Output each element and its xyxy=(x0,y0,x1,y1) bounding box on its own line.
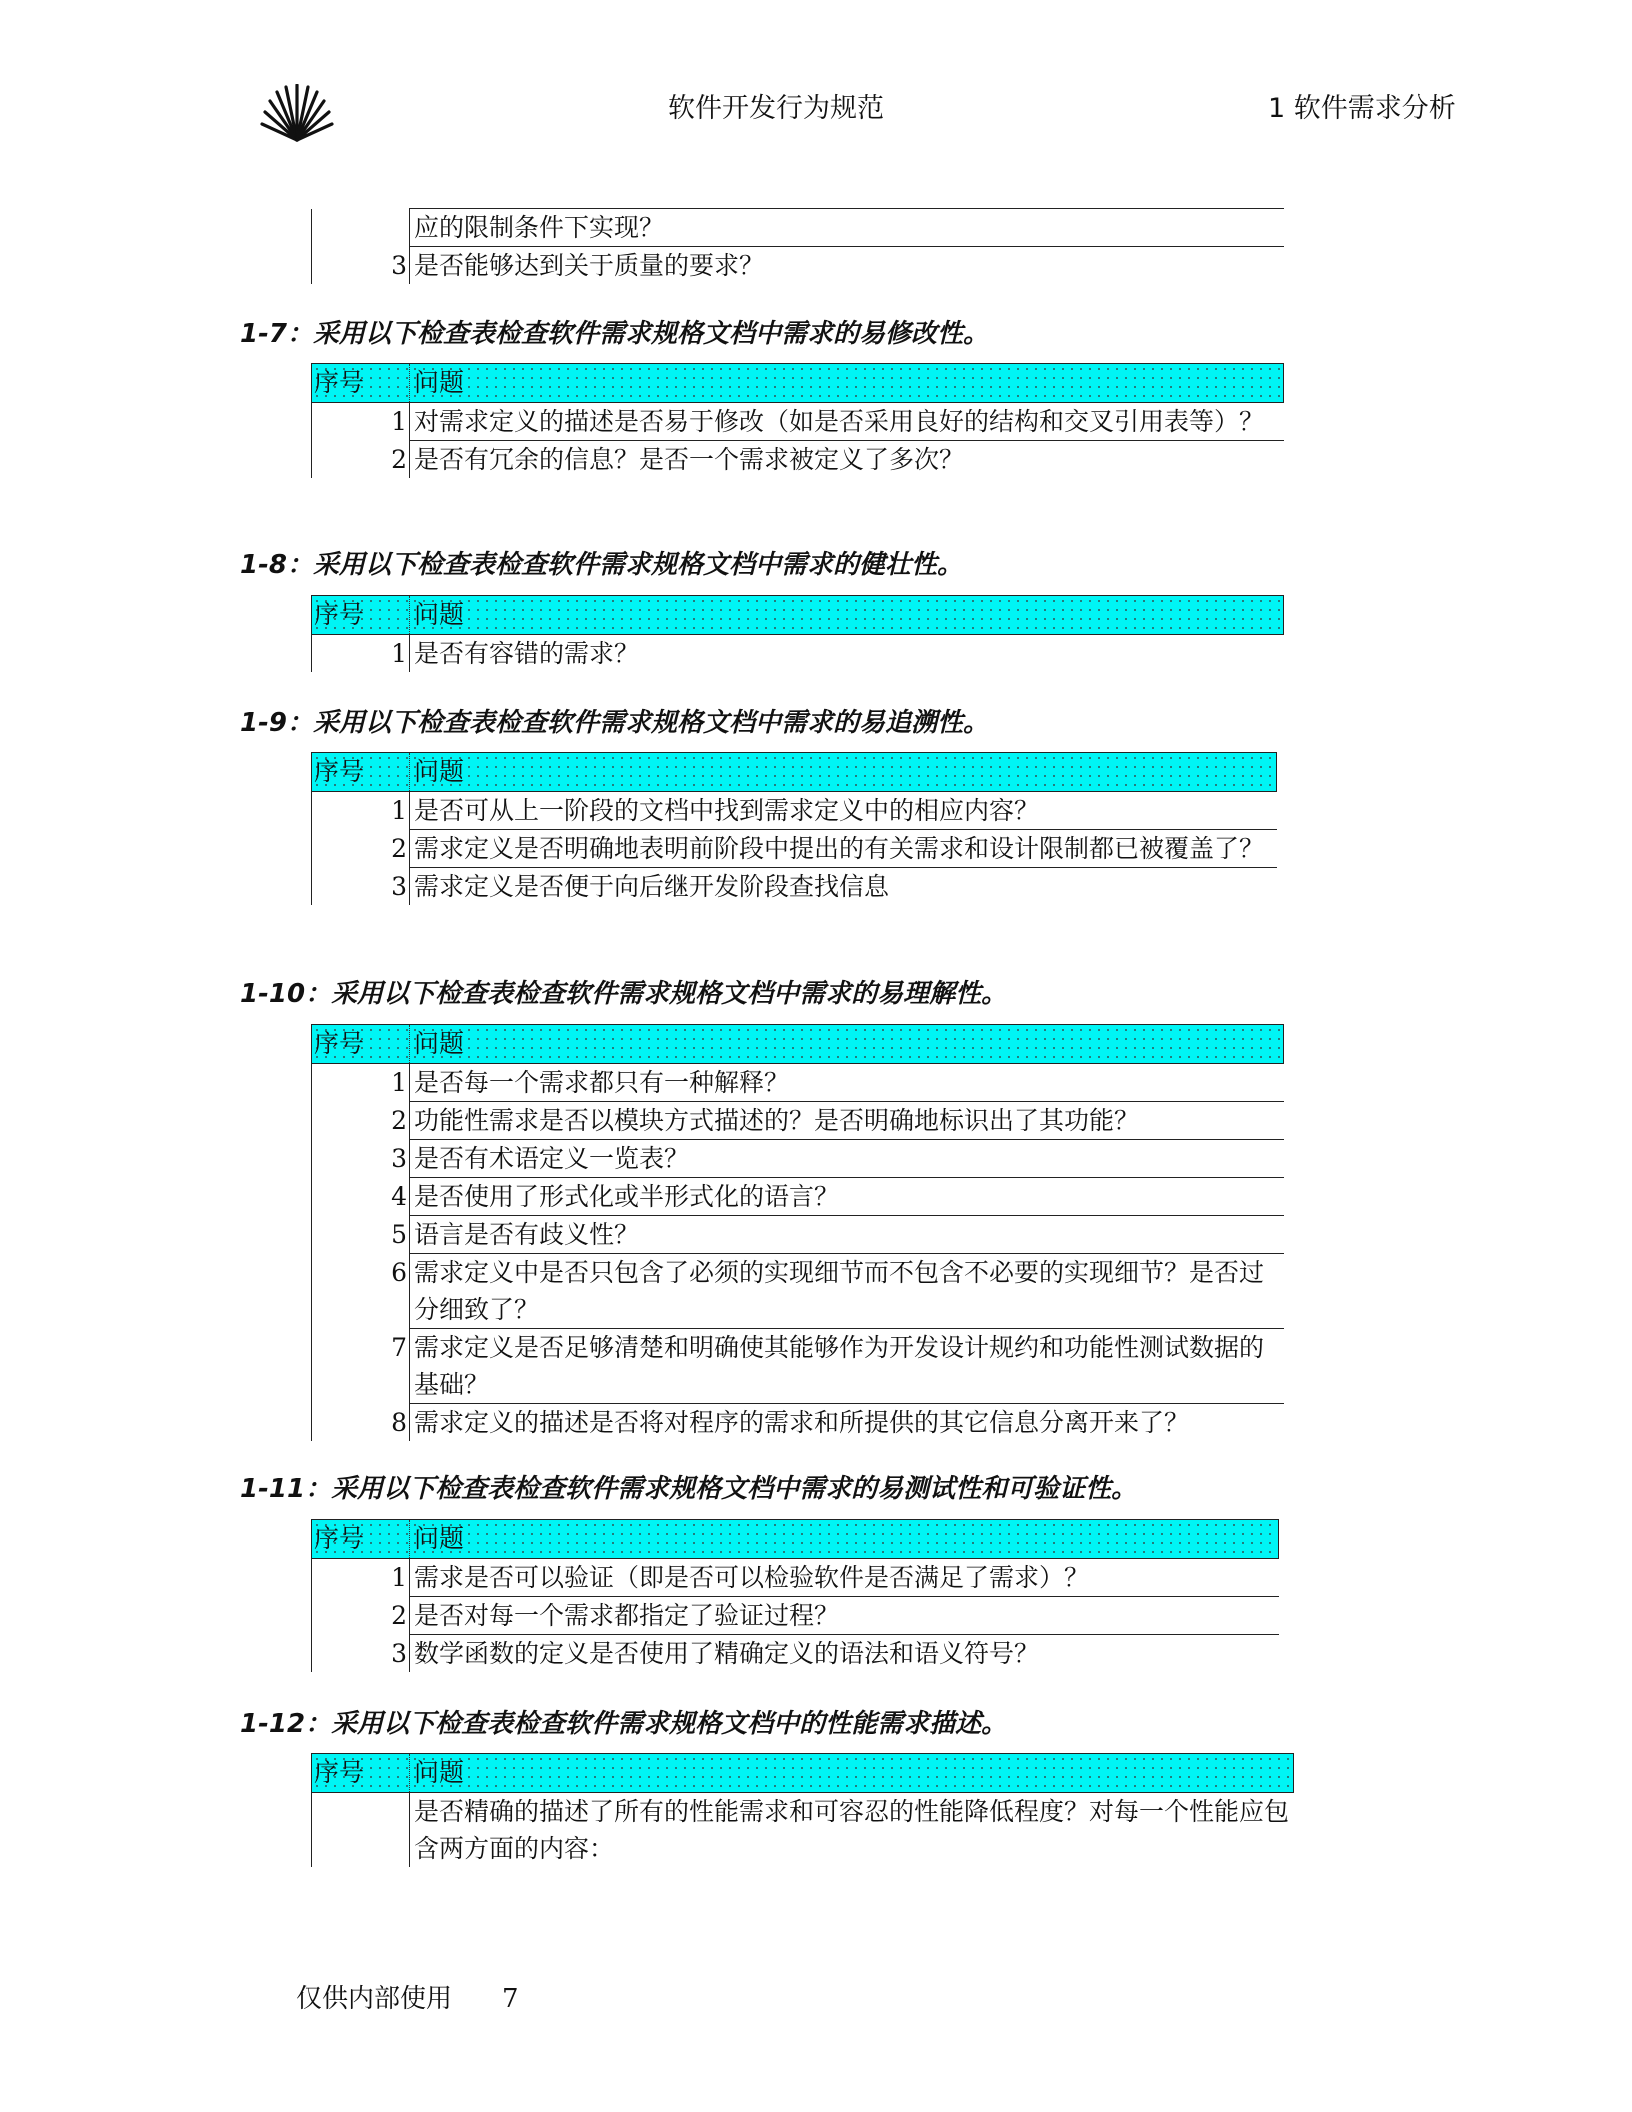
row-number: 3 xyxy=(312,1635,410,1673)
document-title: 软件开发行为规范 xyxy=(668,93,884,124)
table-header xyxy=(312,1520,1279,1559)
table-row xyxy=(312,1102,1284,1140)
row-number: 3 xyxy=(312,247,410,285)
table-header xyxy=(312,364,1284,403)
col-header-number: 序号 xyxy=(312,1754,410,1793)
table-row xyxy=(312,1140,1284,1178)
row-question: 功能性需求是否以模块方式描述的？是否明确地标识出了其功能？ xyxy=(410,1102,1284,1140)
row-question: 需求定义是否便于向后继开发阶段查找信息 xyxy=(414,872,890,901)
col-header-number: 序号 xyxy=(312,596,410,635)
table-header xyxy=(312,596,1284,635)
col-header-question: 问题 xyxy=(410,364,1284,403)
row-number: 1 xyxy=(312,792,410,830)
row-question: 是否对每一个需求都指定了验证过程？ xyxy=(410,1597,1279,1635)
table-row xyxy=(312,441,1284,479)
table-row xyxy=(312,792,1277,830)
row-number: 5 xyxy=(312,1216,410,1254)
row-number xyxy=(312,1793,410,1868)
row-question: 是否有冗余的信息？是否一个需求被定义了多次？ xyxy=(414,445,965,474)
row-question: 需求定义是否明确地表明前阶段中提出的有关需求和设计限制都已被覆盖了？ xyxy=(410,830,1277,868)
table-row xyxy=(312,403,1284,441)
row-question: 需求定义中是否只包含了必须的实现细节而不包含不必要的实现细节？是否过分细致了？ xyxy=(410,1254,1284,1329)
row-question: 是否使用了形式化或半形式化的语言？ xyxy=(410,1178,1284,1216)
row-question: 是否精确的描述了所有的性能需求和可容忍的性能降低程度？对每一个性能应包含两方面的内容： xyxy=(414,1797,1290,1863)
col-header-number: 序号 xyxy=(312,1025,410,1064)
row-question: 应的限制条件下实现？ xyxy=(410,209,1285,247)
row-question: 语言是否有歧义性？ xyxy=(410,1216,1284,1254)
col-header-question: 问题 xyxy=(410,596,1284,635)
row-question: 是否每一个需求都只有一种解释？ xyxy=(410,1064,1284,1102)
table-row xyxy=(312,635,1284,673)
row-number: 2 xyxy=(312,830,410,868)
table-header xyxy=(312,1754,1294,1793)
col-header-number: 序号 xyxy=(312,1520,410,1559)
checklist-table-1-10 xyxy=(311,1024,1284,1441)
table-row xyxy=(312,209,1285,247)
section-heading-1-12: 1-12：采用以下检查表检查软件需求规格文档中的性能需求描述。 xyxy=(240,1709,1008,1739)
table-row xyxy=(312,1793,1294,1868)
row-number: 1 xyxy=(312,1559,410,1597)
row-number: 1 xyxy=(312,1064,410,1102)
section-heading-1-10: 1-10：采用以下检查表检查软件需求规格文档中需求的易理解性。 xyxy=(240,979,1008,1009)
table-row xyxy=(312,1404,1284,1442)
table-row xyxy=(312,868,1277,906)
row-number: 6 xyxy=(312,1254,410,1329)
continued-table xyxy=(311,208,1284,284)
table-row xyxy=(312,1635,1279,1673)
row-question: 是否有容错的需求？ xyxy=(414,639,640,668)
footer-label: 仅供内部使用 xyxy=(296,1984,453,2014)
section-heading-1-11: 1-11：采用以下检查表检查软件需求规格文档中需求的易测试性和可验证性。 xyxy=(240,1474,1138,1504)
row-number: 2 xyxy=(312,1102,410,1140)
checklist-table-1-12 xyxy=(311,1753,1294,1867)
row-question: 对需求定义的描述是否易于修改（如是否采用良好的结构和交叉引用表等）？ xyxy=(410,403,1284,441)
row-number: 1 xyxy=(312,403,410,441)
checklist-table-1-8 xyxy=(311,595,1284,672)
table-row xyxy=(312,247,1285,285)
col-header-number: 序号 xyxy=(312,364,410,403)
row-number: 2 xyxy=(312,441,410,479)
row-number: 2 xyxy=(312,1597,410,1635)
row-number: 3 xyxy=(312,1140,410,1178)
table-row xyxy=(312,1216,1284,1254)
table-row xyxy=(312,1254,1284,1329)
table-row xyxy=(312,1064,1284,1102)
row-question: 需求定义的描述是否将对程序的需求和所提供的其它信息分离开来了？ xyxy=(414,1408,1190,1437)
page-number: 7 xyxy=(502,1984,519,2014)
col-header-question: 问题 xyxy=(410,1025,1284,1064)
checklist-table-1-7 xyxy=(311,363,1284,478)
table-row xyxy=(312,1559,1279,1597)
section-heading-1-8: 1-8：采用以下检查表检查软件需求规格文档中需求的健壮性。 xyxy=(240,550,963,580)
col-header-question: 问题 xyxy=(410,1520,1279,1559)
table-row xyxy=(312,830,1277,868)
row-number xyxy=(312,209,410,247)
table-row xyxy=(312,1597,1279,1635)
row-number: 1 xyxy=(312,635,410,673)
col-header-question: 问题 xyxy=(410,753,1277,792)
col-header-question: 问题 xyxy=(410,1754,1294,1793)
row-question: 需求是否可以验证（即是否可以检验软件是否满足了需求）？ xyxy=(410,1559,1279,1597)
row-question: 需求定义是否足够清楚和明确使其能够作为开发设计规约和功能性测试数据的基础？ xyxy=(410,1329,1284,1404)
section-heading-1-9: 1-9：采用以下检查表检查软件需求规格文档中需求的易追溯性。 xyxy=(240,708,989,738)
row-question: 是否可从上一阶段的文档中找到需求定义中的相应内容？ xyxy=(410,792,1277,830)
row-question: 是否有术语定义一览表？ xyxy=(410,1140,1284,1178)
table-header xyxy=(312,1025,1284,1064)
row-question: 是否能够达到关于质量的要求？ xyxy=(414,251,765,280)
row-number: 3 xyxy=(312,868,410,906)
col-header-number: 序号 xyxy=(312,753,410,792)
table-row xyxy=(312,1329,1284,1404)
table-header xyxy=(312,753,1277,792)
checklist-table-1-9 xyxy=(311,752,1277,905)
row-number: 4 xyxy=(312,1178,410,1216)
row-question: 数学函数的定义是否使用了精确定义的语法和语义符号？ xyxy=(414,1639,1040,1668)
page-footer xyxy=(296,1978,519,2015)
checklist-table-1-11 xyxy=(311,1519,1279,1672)
company-logo xyxy=(258,84,336,144)
row-number: 8 xyxy=(312,1404,410,1442)
table-row xyxy=(312,1178,1284,1216)
chapter-title: 1 软件需求分析 xyxy=(1268,93,1456,124)
section-heading-1-7: 1-7：采用以下检查表检查软件需求规格文档中需求的易修改性。 xyxy=(240,319,989,349)
row-number: 7 xyxy=(312,1329,410,1404)
